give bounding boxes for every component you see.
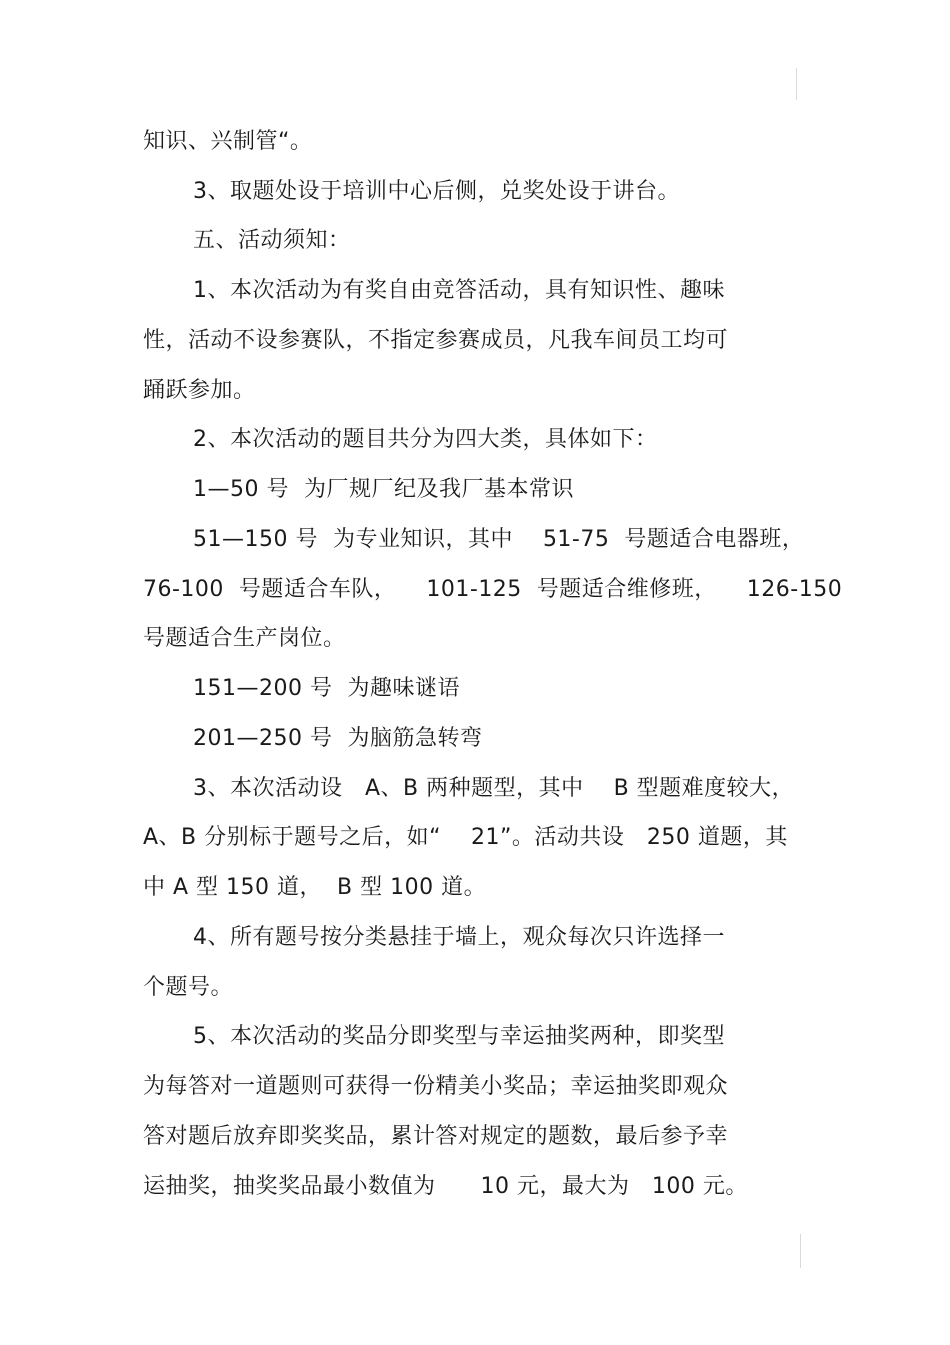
text-line: 1—50 号 为厂规厂纪及我厂基本常识	[193, 477, 574, 502]
text-line: 2、本次活动的题目共分为四大类，具体如下：	[193, 427, 658, 452]
page-edge-mark-bottom	[800, 1234, 801, 1268]
text-line: 为每答对一道题则可获得一份精美小奖品；幸运抽奖即观众	[143, 1074, 729, 1099]
text-line: 踊跃参加。	[143, 378, 256, 403]
text-line: 3、本次活动设 A、B 两种题型，其中 B 型题难度较大，	[193, 776, 795, 801]
text-line: 151—200 号 为趣味谜语	[193, 676, 460, 701]
text-line: A、B 分别标于题号之后，如“ 21”。活动共设 250 道题，其	[143, 825, 788, 850]
text-line: 1、本次活动为有奖自由竞答活动，具有知识性、趣味	[193, 278, 725, 303]
text-line: 中 A 型 150 道， B 型 100 道。	[143, 875, 487, 900]
text-line: 个题号。	[143, 975, 234, 1000]
text-line: 知识、兴制管“。	[143, 129, 313, 154]
page-edge-mark-top	[796, 68, 797, 100]
text-line: 运抽奖，抽奖奖品最小数值为 10 元，最大为 100 元。	[143, 1174, 748, 1199]
text-line: 4、所有题号按分类悬挂于墙上，观众每次只许选择一	[193, 925, 725, 950]
text-line: 51—150 号 为专业知识，其中 51-75 号题适合电器班，	[193, 527, 805, 552]
text-line: 号题适合生产岗位。	[143, 626, 346, 651]
text-line: 5、本次活动的奖品分即奖型与幸运抽奖两种，即奖型	[193, 1024, 725, 1049]
section-heading: 五、活动须知：	[193, 228, 351, 253]
text-line: 答对题后放弃即奖奖品，累计答对规定的题数，最后参予幸	[143, 1124, 729, 1149]
text-line: 76-100 号题适合车队， 101-125 号题适合维修班， 126-150	[143, 577, 843, 602]
text-line: 3、取题处设于培训中心后侧，兑奖处设于讲台。	[193, 179, 680, 204]
text-line: 性，活动不设参赛队，不指定参赛成员，凡我车间员工均可	[143, 328, 729, 353]
text-line: 201—250 号 为脑筋急转弯	[193, 726, 483, 751]
